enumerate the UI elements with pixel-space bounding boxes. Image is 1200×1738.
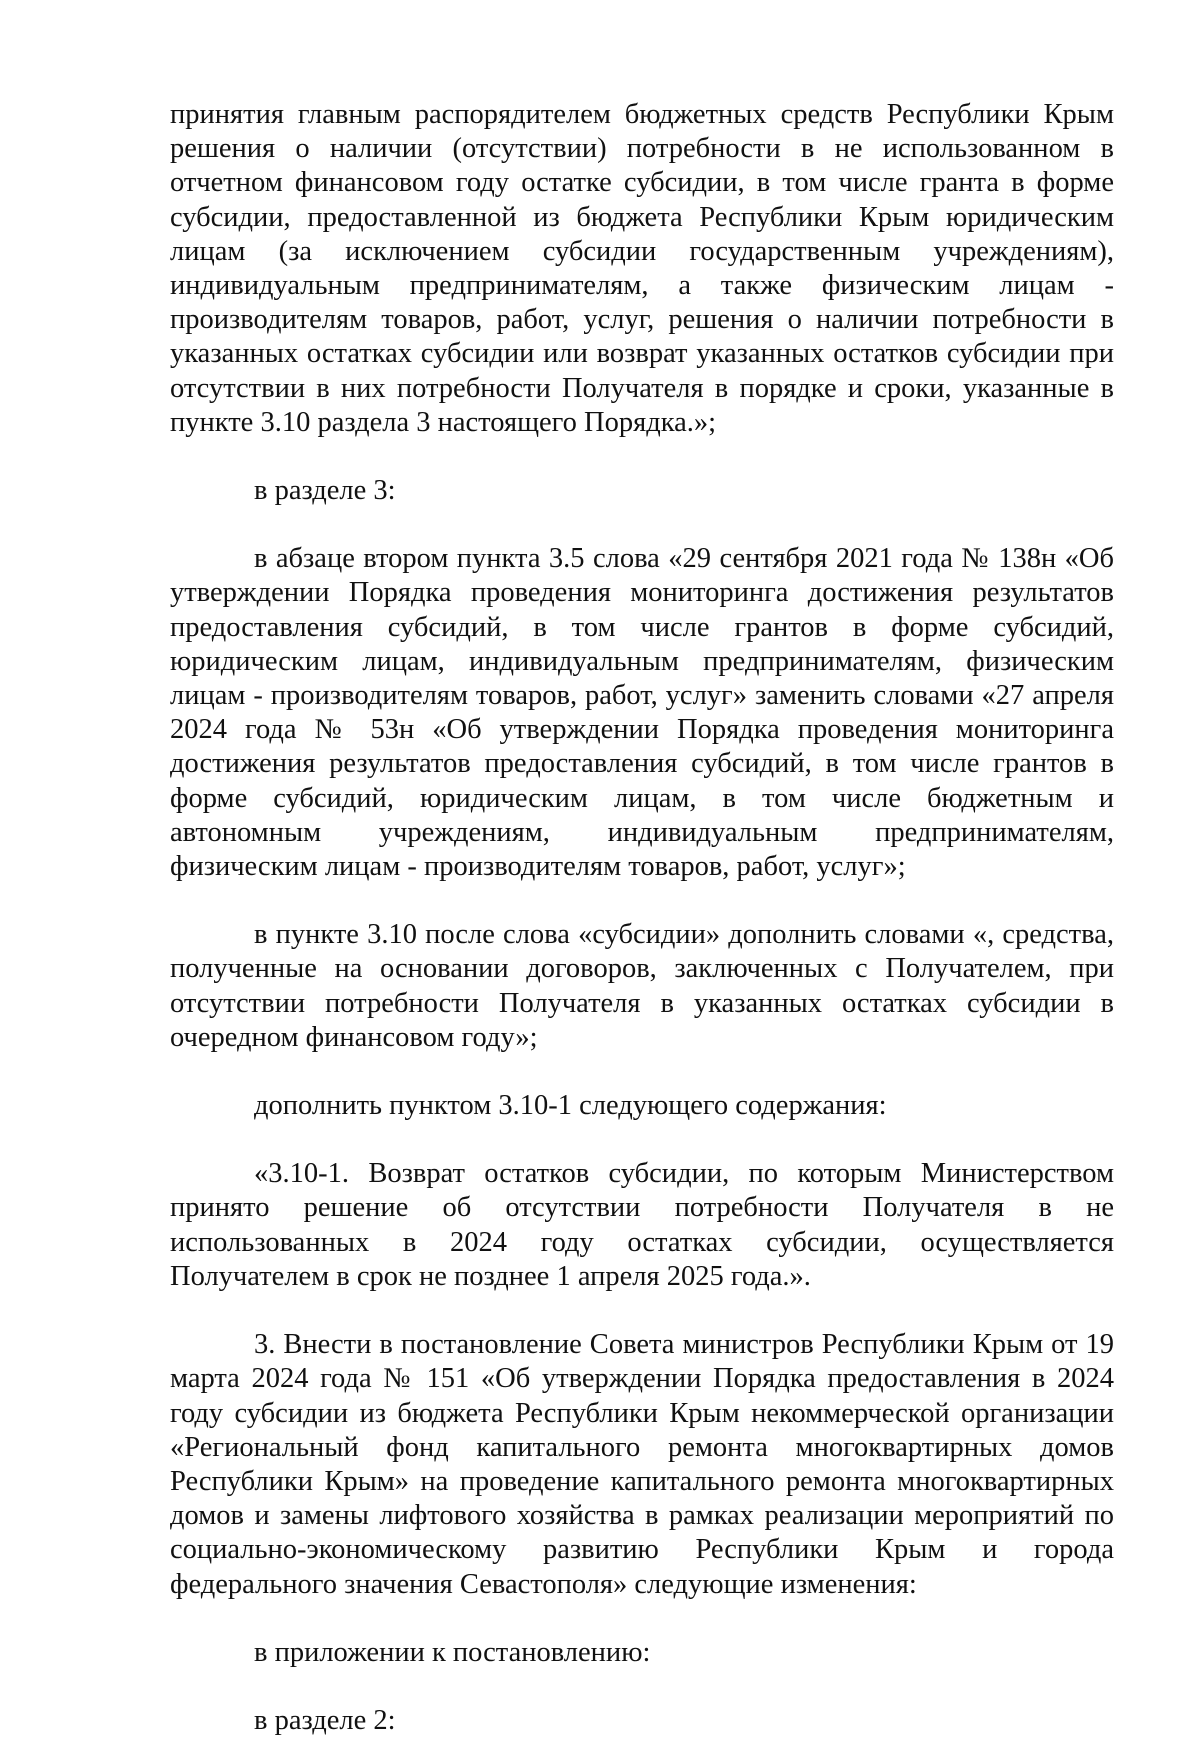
paragraph-continuation: принятия главным распорядителем бюджетных средств Республики Крым решения о наличии (отсутствии) потребности в не использованном в отчетном финансовом году остатке субсидии, в том числе гранта в форме субсидии, предоставленной из бюджета Республики Крым юридическим лицам (за исключением субсидии государственным учреждениям), индивидуальным предпринимателям, а также физическим лицам - производителям товаров, работ, услуг, решения о наличии потребности в указанных остатках субсидии или возврат указанных остатков субсидии при отсутствии в них потребности Получателя в порядке и сроки, указанные в пункте 3.10 раздела 3 настоящего Порядка.»;: [170, 99, 1114, 438]
paragraph-section-2-heading: в разделе 2:: [254, 1704, 396, 1736]
paragraph-section-3-heading: в разделе 3:: [254, 475, 396, 507]
paragraph-add-item-3-10-1: дополнить пунктом 3.10-1 следующего содержания:: [254, 1090, 887, 1122]
document-body: [170, 98, 1114, 1738]
paragraph-appendix-heading: в приложении к постановлению:: [254, 1636, 651, 1668]
paragraph-item-3-10-amendment: в пункте 3.10 после слова «субсидии» дополнить словами «, средства, полученные на основании договоров, заключенных с Получателем, при отсутствии потребности Получателя в указанных остатках субсидии в очередном финансовом году»;: [170, 919, 1114, 1053]
paragraph-item-3-10-1-text: «3.10-1. Возврат остатков субсидии, по которым Министерством принято решение об отсутствии потребности Получателя в не использованных в 2024 году остатках субсидии, осуществляется Получателем в срок не позднее 1 апреля 2025 года.».: [170, 1158, 1114, 1292]
paragraph-item-3-5-amendment: в абзаце втором пункта 3.5 слова «29 сентября 2021 года № 138н «Об утверждении Порядка проведения мониторинга достижения результатов предоставления субсидий, в том числе грантов в форме субсидий, юридическим лицам, индивидуальным предпринимателям, физическим лицам - производителям товаров, работ, услуг» заменить словами «27 апреля 2024 года № 53н «Об утверждении Порядка проведения мониторинга достижения результатов предоставления субсидий, в том числе грантов в форме субсидий, юридическим лицам, в том числе бюджетным и автономным учреждениям, индивидуальным предпринимателям, физическим лицам - производителям товаров, работ, услуг»;: [170, 543, 1114, 883]
paragraph-point-3: 3. Внести в постановление Совета министров Республики Крым от 19 марта 2024 года № 151 «Об утверждении Порядка предоставления в 2024 году субсидии из бюджета Республики Крым некоммерческой организации «Региональный фонд капитального ремонта многоквартирных домов Республики Крым» на проведение капитального ремонта многоквартирных домов и замены лифтового хозяйства в рамках реализации мероприятий по социально-экономическому развитию Республики Крым и города федерального значения Севастополя» следующие изменения:: [170, 1329, 1114, 1600]
